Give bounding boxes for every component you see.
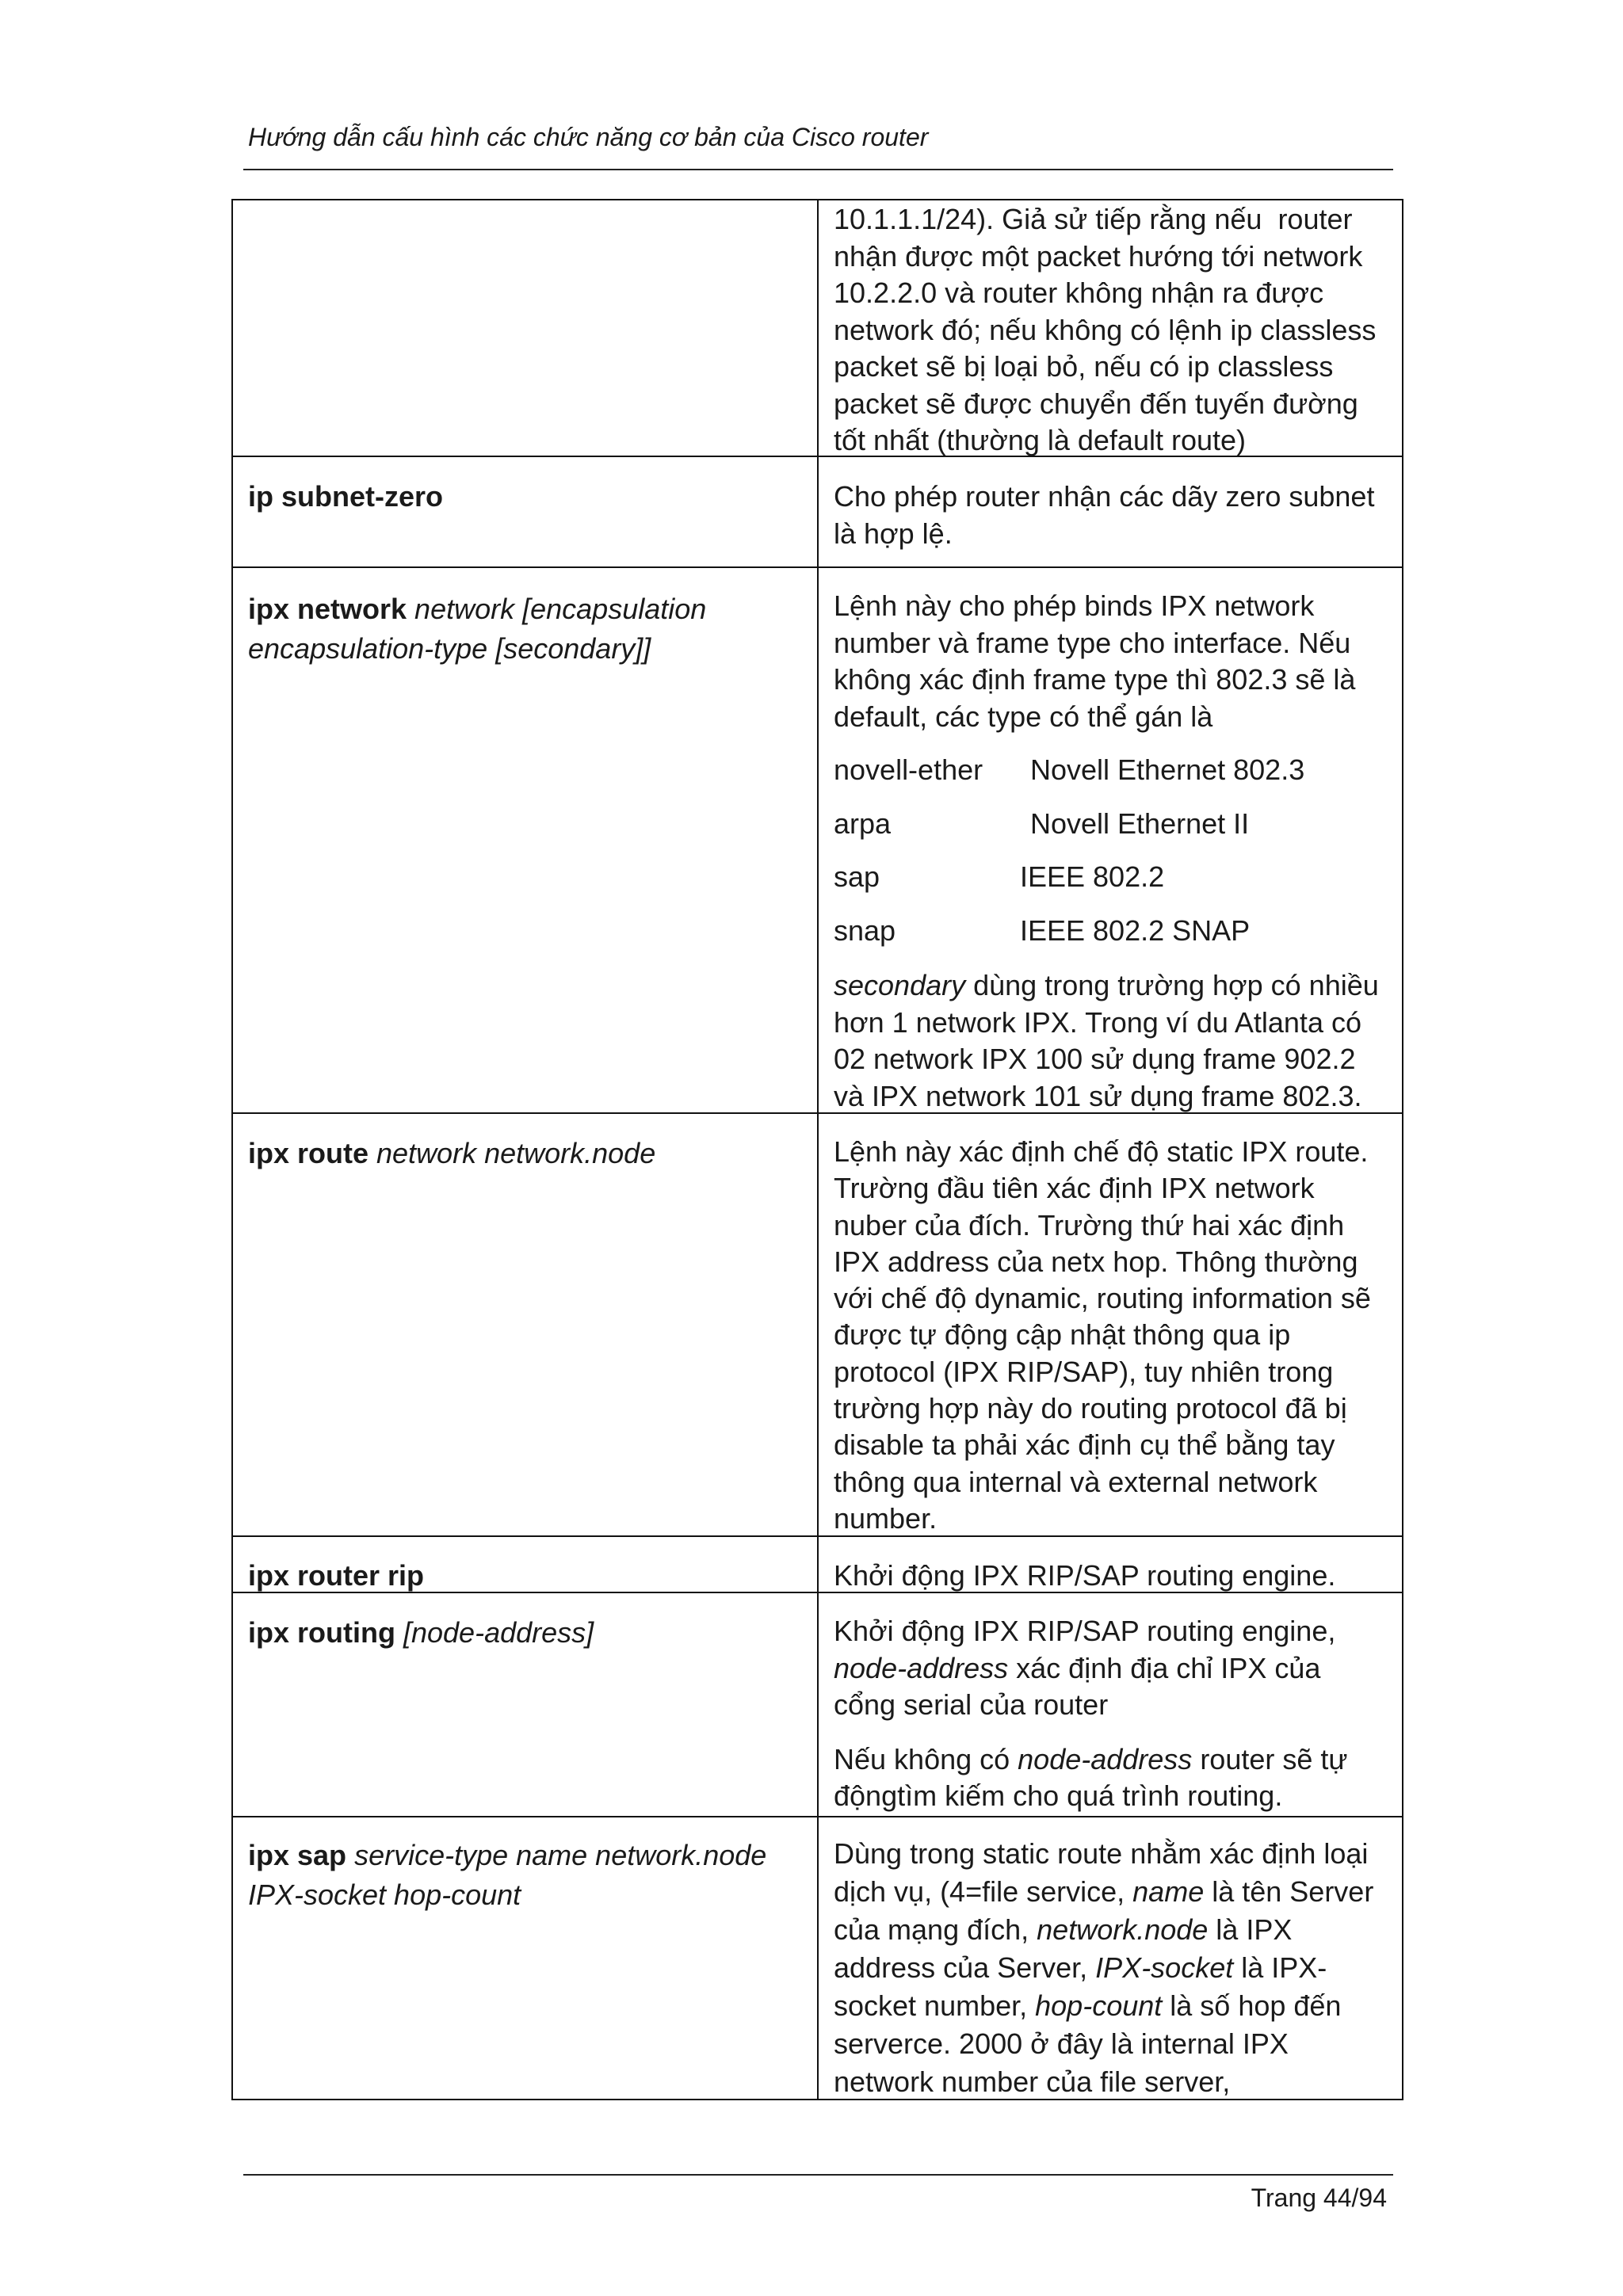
description-line: không xác định frame type thì 802.3 sẽ là <box>834 663 1356 696</box>
frame-type-code: snap <box>834 913 896 947</box>
description-line: nhận được một packet hướng tới network <box>834 239 1363 273</box>
frame-type-list <box>834 752 1402 949</box>
page-header-title: Hướng dẫn cấu hình các chức năng cơ bản của Cisco router <box>248 123 929 151</box>
description-paragraph <box>834 1613 1402 1724</box>
description-line <box>834 1741 1402 1779</box>
description-text: dùng trong trường hợp có nhiều <box>965 969 1379 1001</box>
description-line: nuber của đích. Trường thứ hai xác định <box>834 1208 1345 1241</box>
description-emphasis: network.node <box>1037 1913 1209 1946</box>
frame-type-code: novell-ether <box>834 753 983 786</box>
command-argument: network [encapsulation <box>407 593 707 625</box>
command-cell <box>233 1817 819 2099</box>
description-text: xác định địa chỉ IPX của <box>1008 1651 1321 1684</box>
command-cell <box>233 1114 819 1535</box>
table-row <box>231 568 1403 1114</box>
command-keyword: ipx network <box>248 593 407 625</box>
description-emphasis: node-address <box>834 1651 1009 1684</box>
description-line: Khởi động IPX RIP/SAP routing engine. <box>834 1559 1336 1592</box>
command-argument: service-type name network.node <box>346 1839 767 1871</box>
description-paragraph <box>834 1558 1402 1595</box>
header-divider <box>243 169 1393 170</box>
command-line <box>248 1135 817 1173</box>
description-line: Lệnh này xác định chế độ static IPX route. <box>834 1135 1369 1168</box>
description-paragraph <box>834 1835 1402 2101</box>
command-line <box>248 589 817 629</box>
description-line <box>834 967 1402 1005</box>
description-line: được tự động cập nhật thông qua ip <box>834 1318 1291 1352</box>
command-keyword: ip subnet-zero <box>248 480 444 513</box>
description-line: packet sẽ được chuyển đến tuyến đường <box>834 387 1358 420</box>
description-text: Nếu không có <box>834 1742 1018 1775</box>
description-line: tốt nhất (thường là default route) <box>834 424 1247 456</box>
description-line: packet sẽ bị loại bỏ, nếu có ip classless <box>834 350 1334 383</box>
description-text: là IPX- <box>1233 1951 1327 1984</box>
description-line: Lệnh này cho phép binds IPX network <box>834 589 1315 622</box>
frame-type-item <box>834 806 1402 843</box>
description-emphasis: IPX-socket <box>1095 1951 1234 1984</box>
description-text: là IPX <box>1208 1913 1293 1946</box>
description-line: trường hợp này do routing protocol đã bị <box>834 1392 1347 1425</box>
description-line: IPX address của netx hop. Thông thường <box>834 1245 1358 1278</box>
description-line: number và frame type cho interface. Nếu <box>834 626 1351 659</box>
description-line <box>834 1911 1402 1949</box>
description-line: 10.1.1.1/24). Giả sử tiếp rằng nếu router <box>834 203 1353 235</box>
table-row <box>231 1593 1403 1817</box>
command-argument: encapsulation-type [secondary]] <box>248 632 651 665</box>
frame-type-name: IEEE 802.2 <box>1020 860 1165 893</box>
frame-type-name: Novell Ethernet II <box>1030 807 1250 840</box>
description-line <box>834 1987 1402 2025</box>
page-number: Trang 44/94 <box>1251 2183 1387 2212</box>
command-cell <box>233 457 819 566</box>
description-cell <box>819 200 1402 456</box>
footer-divider <box>243 2174 1393 2176</box>
command-cell <box>233 568 819 1112</box>
table-row <box>231 1817 1403 2100</box>
description-line: Dùng trong static route nhằm xác định loại <box>834 1837 1369 1870</box>
description-text: router sẽ tự <box>1192 1742 1348 1775</box>
frame-type-item <box>834 859 1402 896</box>
description-text: là tên Server <box>1204 1875 1374 1908</box>
frame-type-name: IEEE 802.2 SNAP <box>1020 913 1251 947</box>
description-line: với chế độ dynamic, routing information sẽ <box>834 1282 1371 1315</box>
description-paragraph <box>834 201 1402 460</box>
description-emphasis: name <box>1132 1875 1205 1908</box>
description-line: default, các type có thể gán là <box>834 700 1213 733</box>
description-cell <box>819 1537 1402 1592</box>
description-text: của mạng đích, <box>834 1913 1037 1946</box>
command-argument: network network.node <box>369 1137 656 1169</box>
table-row <box>231 1114 1403 1537</box>
description-emphasis: node-address <box>1018 1742 1193 1775</box>
command-line <box>248 1615 817 1652</box>
description-cell <box>819 1114 1402 1535</box>
description-line <box>834 1873 1402 1911</box>
command-keyword: ipx routing <box>248 1616 395 1649</box>
description-line: network number của file server, <box>834 2065 1231 2098</box>
description-line: cổng serial của router <box>834 1688 1109 1721</box>
table-row <box>231 1537 1403 1593</box>
command-cell <box>233 1593 819 1816</box>
description-paragraph <box>834 588 1402 735</box>
description-line: Cho phép router nhận các dãy zero subnet <box>834 480 1375 513</box>
description-cell <box>819 1593 1402 1816</box>
command-keyword: ipx router rip <box>248 1559 425 1592</box>
description-line <box>834 1949 1402 1987</box>
description-line: độngtìm kiếm cho quá trình routing. <box>834 1779 1283 1812</box>
command-table <box>231 199 1403 2100</box>
description-emphasis: secondary <box>834 969 966 1001</box>
description-line: và IPX network 101 sử dụng frame 802.3. <box>834 1079 1362 1112</box>
description-line: 10.2.2.0 và router không nhận ra được <box>834 277 1324 309</box>
description-line: number. <box>834 1501 938 1535</box>
description-line: thông qua internal và external network <box>834 1465 1318 1498</box>
command-argument: IPX-socket hop-count <box>248 1878 521 1911</box>
command-keyword: ipx sap <box>248 1839 347 1871</box>
description-line: serverce. 2000 ở đây là internal IPX <box>834 2027 1289 2060</box>
description-text: address của Server, <box>834 1951 1096 1984</box>
description-line: protocol (IPX RIP/SAP), tuy nhiên trong <box>834 1355 1334 1388</box>
description-text: là số hop đến <box>1162 1989 1342 2022</box>
description-line: là hợp lệ. <box>834 517 953 550</box>
description-paragraph <box>834 1134 1402 1537</box>
frame-type-code: arpa <box>834 807 892 840</box>
description-text: dịch vụ, (4=file service, <box>834 1875 1133 1908</box>
command-line <box>248 1836 817 1875</box>
description-line <box>834 1650 1402 1688</box>
table-row <box>231 457 1403 568</box>
frame-type-code: sap <box>834 860 880 893</box>
description-paragraph <box>834 1741 1402 1815</box>
description-line: 02 network IPX 100 sử dụng frame 902.2 <box>834 1043 1356 1075</box>
command-argument: [node-address] <box>395 1616 594 1649</box>
description-emphasis: hop-count <box>1035 1989 1163 2022</box>
description-cell <box>819 1817 1402 2099</box>
description-line: network đó; nếu không có lệnh ip classless <box>834 313 1377 346</box>
table-row <box>231 199 1403 457</box>
description-cell <box>819 568 1402 1112</box>
frame-type-item <box>834 752 1402 789</box>
command-keyword: ipx route <box>248 1137 369 1169</box>
command-cell <box>233 1537 819 1592</box>
frame-type-name: Novell Ethernet 802.3 <box>1030 753 1305 786</box>
description-cell <box>819 457 1402 566</box>
frame-type-item <box>834 913 1402 950</box>
description-line: hơn 1 network IPX. Trong ví du Atlanta có <box>834 1005 1361 1039</box>
command-cell <box>233 200 819 456</box>
description-line: disable ta phải xác định cụ thể bằng tay <box>834 1428 1335 1462</box>
description-line: Khởi động IPX RIP/SAP routing engine, <box>834 1615 1336 1647</box>
description-text: socket number, <box>834 1989 1036 2022</box>
description-paragraph <box>834 479 1402 552</box>
description-line: Trường đầu tiên xác định IPX network <box>834 1172 1315 1205</box>
description-paragraph <box>834 967 1402 1115</box>
